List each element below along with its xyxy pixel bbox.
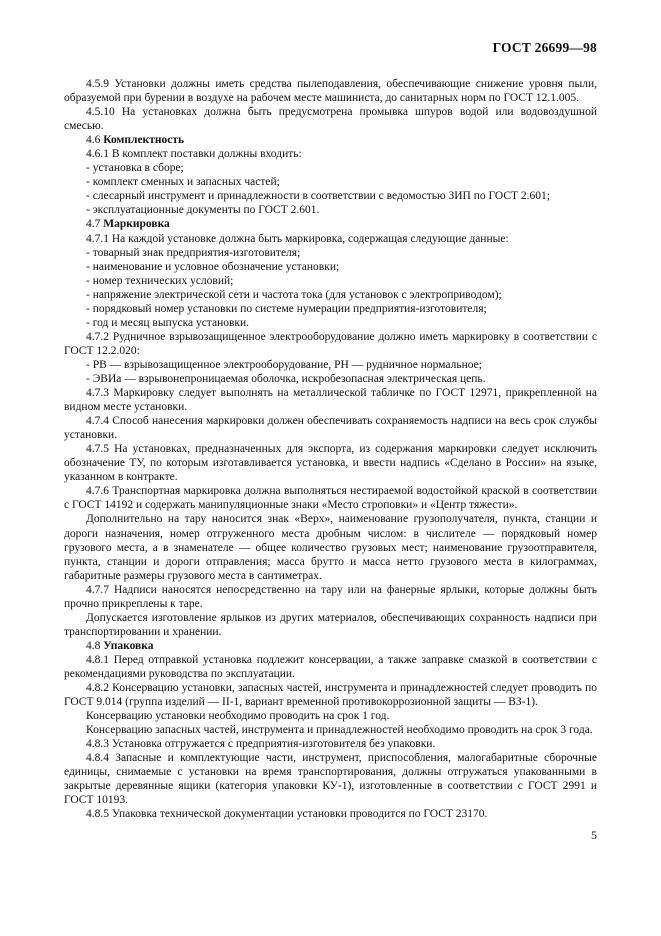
paragraph-4-7-7: 4.7.7 Надписи наносятся непосредственно на тару или на фанерные ярлыки, которые должны быть прочно прикреплены к таре. (64, 583, 597, 610)
list-item: - товарный знак предприятия-изготовителя; (86, 246, 301, 259)
section-heading-4-6 (64, 133, 597, 147)
list-item: - эксплуатационные документы по ГОСТ 2.601. (86, 204, 320, 217)
paragraph-4-8-1: 4.8.1 Перед отправкой установка подлежит консервации, а также заправке смазкой в соответствии с рекомендациями руководства по эксплуатации. (64, 653, 597, 680)
paragraph-4-7-5: 4.7.5 На установках, предназначенных для экспорта, из содержания маркировки следует исключить обозначение ТУ, по которым изготавливается установка, и ввести надпись «Сделано в России» на языке, указанном в контракте. (64, 443, 597, 484)
paragraph-4-5-10: 4.5.10 На установках должна быть предусмотрена промывка шпуров водой или водовоздушной смесью. (64, 106, 597, 133)
list-item: - наименование и условное обозначение установки; (86, 260, 340, 273)
paragraph-4-7-2: 4.7.2 Рудничное взрывозащищенное электрооборудование должно иметь маркировку в соответствии с ГОСТ 12.2.020: (64, 330, 597, 357)
paragraph-4-5-9: 4.5.9 Установки должны иметь средства пылеподавления, обеспечивающие снижение уровня пыли, образуемой при бурении в воздухе на рабочем месте машиниста, до санитарных норм по ГОСТ 12.1.005. (64, 78, 597, 105)
paragraph-4-8-5: 4.8.5 Упаковка технической документации установки проводится по ГОСТ 23170. (86, 808, 488, 821)
section-number: 4.6 (86, 134, 101, 147)
document-body (64, 77, 597, 821)
list-item: - установка в сборе; (86, 162, 184, 175)
list-item: - номер технических условий; (86, 274, 234, 287)
list-item: - РВ — взрывозащищенное электрооборудование, РН — рудничное нормальное; (86, 358, 482, 371)
paragraph-konservaciya-1: Консервацию установки необходимо проводить на срок 1 год. (86, 710, 390, 723)
paragraph-4-7-4: 4.7.4 Способ нанесения маркировки должен обеспечивать сохраняемость надписи на весь срок службы установки. (64, 415, 597, 442)
section-title: Маркировка (103, 218, 170, 231)
list-item: - слесарный инструмент и принадлежности в соответствии с ведомостью ЗИП по ГОСТ 2.601; (86, 190, 550, 203)
list-item: - комплект сменных и запасных частей; (86, 176, 280, 189)
paragraph-4-7-6: 4.7.6 Транспортная маркировка должна выполняться нестираемой водостойкой краской в соответствии с ГОСТ 14192 и содержать манипуляционные знаки «Место строповки» и «Центр тяжести». (64, 485, 597, 512)
list-item: - порядковый номер установки по системе нумерации предприятия-изготовителя; (86, 302, 487, 315)
paragraph-4-7-1: 4.7.1 На каждой установке должна быть маркировка, содержащая следующие данные: (86, 232, 509, 245)
list-item: - напряжение электрической сети и частота тока (для установок с электроприводом); (86, 288, 502, 301)
paragraph-4-8-2: 4.8.2 Консервацию установки, запасных частей, инструмента и принадлежностей следует проводить по ГОСТ 9.014 (группа изделий — II-1, вариант временной противокоррозионной защиты — ВЗ-1). (64, 682, 597, 709)
section-title: Комплектность (103, 134, 185, 147)
section-title: Упаковка (103, 639, 154, 652)
document-header: ГОСТ 26699—98 (492, 40, 597, 55)
page-number: 5 (591, 828, 597, 842)
section-heading-4-8 (64, 639, 597, 653)
section-number: 4.8 (86, 639, 101, 652)
paragraph-4-8-3: 4.8.3 Установка отгружается с предприятия-изготовителя без упаковки. (86, 738, 436, 751)
section-heading-4-7 (64, 217, 597, 231)
paragraph-konservaciya-2: Консервацию запасных частей, инструмента и принадлежностей необходимо проводить на срок 3 года. (86, 724, 593, 737)
paragraph-yarlyki: Допускается изготовление ярлыков из других материалов, обеспечивающих сохранность надписи при транспортировании и хранении. (64, 611, 597, 638)
paragraph-4-7-3: 4.7.3 Маркировку следует выполнять на металлической табличке по ГОСТ 12971, прикрепленной на видном месте установки. (64, 387, 597, 414)
section-number: 4.7 (86, 218, 101, 231)
list-item: - год и месяц выпуска установки. (86, 316, 250, 329)
paragraph-4-8-4: 4.8.4 Запасные и комплектующие части, инструмент, приспособления, малогабаритные сборочные единицы, снимаемые с установки на время транспортирования, должны отгружаться упакованными в закрытые деревянные ящики (категория упаковки КУ-1), изготовленные в соответствии с ГОСТ 2991 и ГОСТ 10193. (64, 752, 597, 807)
list-item: - ЭВИа — взрывонепроницаемая оболочка, искробезопасная электрическая цепь. (86, 372, 486, 385)
paragraph-4-6-1: 4.6.1 В комплект поставки должны входить: (86, 148, 302, 161)
paragraph-tara: Дополнительно на тару наносится знак «Верх», наименование грузополучателя, пункта, станции и дороги назначения, номер отгруженного места дробным числом: в числителе — порядковый номер грузового места, а в знаменателе — общее количество грузовых мест; наименование грузоотправителя, пункта, станции и дороги отправления; масса брутто и масса нетто грузового места в килограммах, габаритные размеры грузового места в сантиметрах. (64, 513, 597, 582)
